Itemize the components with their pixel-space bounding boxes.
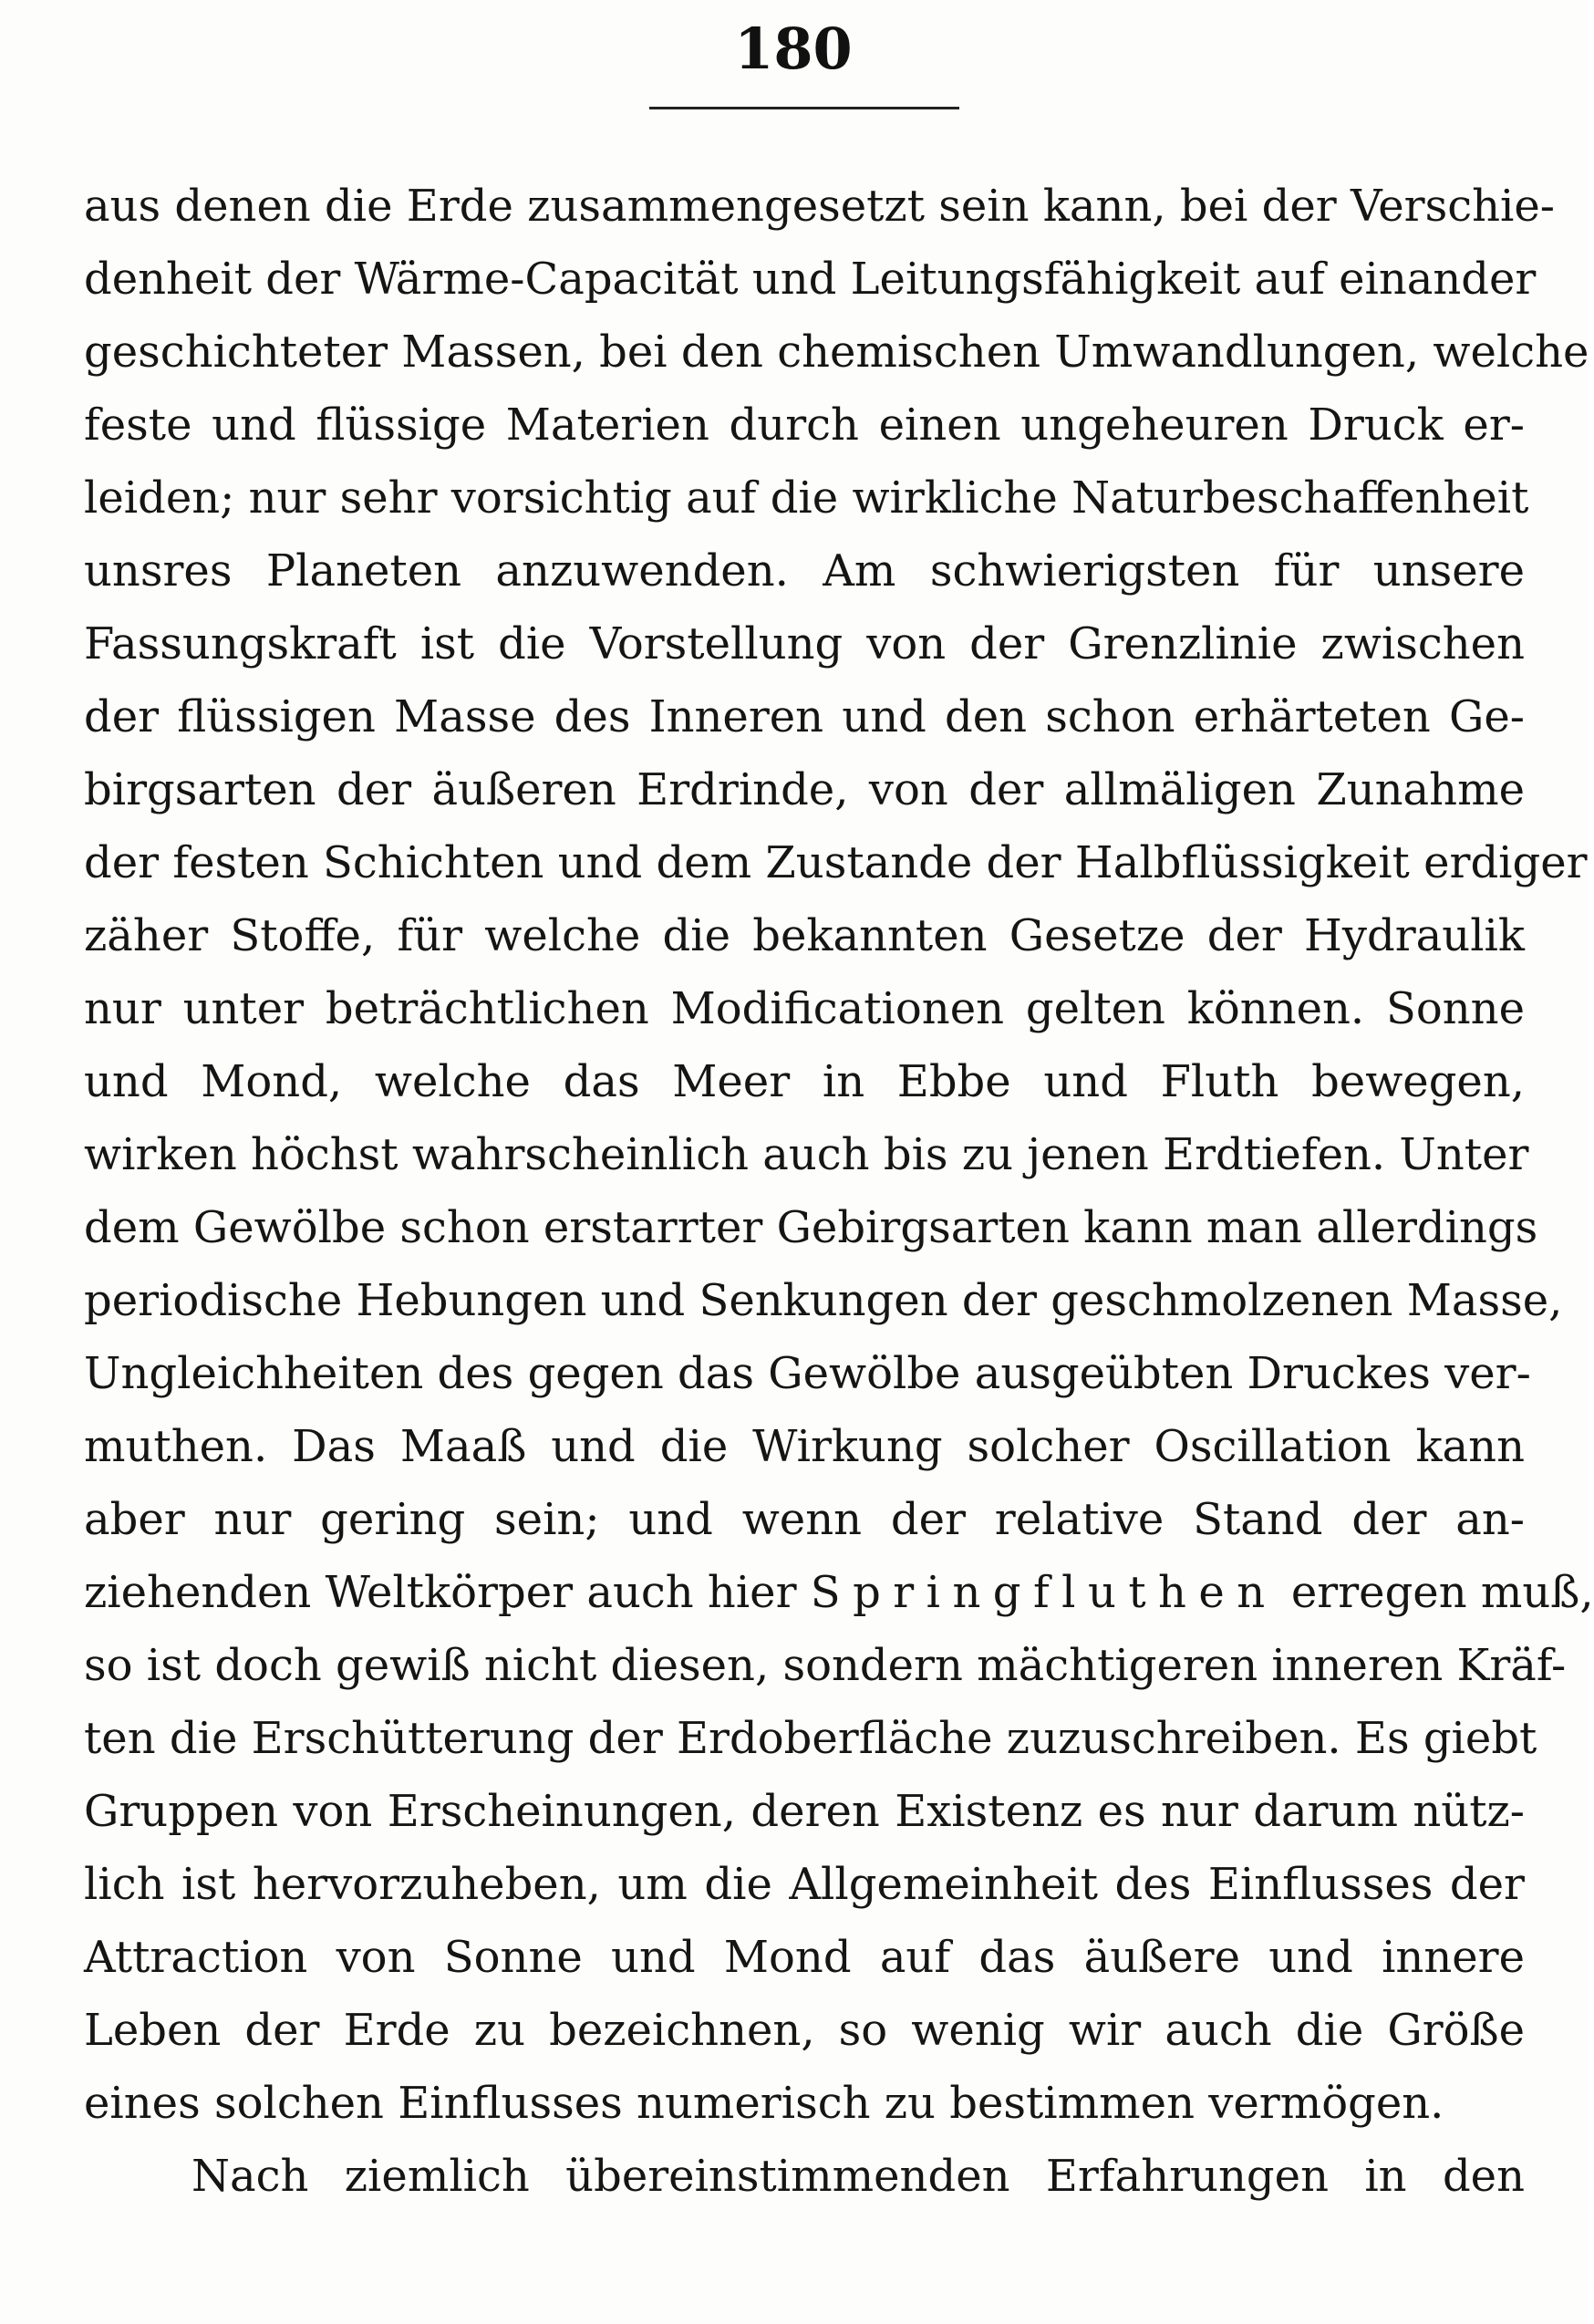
text-segment: erregen muß, — [1277, 1567, 1594, 1618]
text-line: unsres Planeten anzuwenden. Am schwierigsten für unsere — [84, 545, 1525, 597]
text-line-springfluthen — [84, 1556, 1594, 1629]
text-line: birgsarten der äußeren Erdrinde, von der allmäligen Zunahme — [84, 764, 1525, 815]
text-segment: ziehenden Weltkörper auch hier — [84, 1567, 811, 1618]
text-line: geschichteter Massen, bei den chemischen Umwandlungen, welche — [84, 327, 1589, 378]
text-line: Leben der Erde zu bezeichnen, so wenig wir auch die Größe — [84, 2005, 1525, 2056]
text-line: ten die Erschütterung der Erdoberfläche zuzuschreiben. Es giebt — [84, 1713, 1537, 1764]
text-line: Attraction von Sonne und Mond auf das äußere und innere — [84, 1932, 1525, 1983]
text-line: der festen Schichten und dem Zustande der Halbflüssigkeit erdiger — [84, 837, 1588, 888]
text-line: so ist doch gewiß nicht diesen, sondern mächtigeren inneren Kräf- — [84, 1640, 1567, 1691]
text-line: dem Gewölbe schon erstarrter Gebirgsarten kann man allerdings — [84, 1202, 1538, 1253]
text-line: lich ist hervorzuheben, um die Allgemeinheit des Einflusses der — [84, 1859, 1525, 1910]
text-line: aber nur gering sein; und wenn der relative Stand der an- — [84, 1494, 1525, 1545]
text-line: nur unter beträchtlichen Modificationen gelten können. Sonne — [84, 983, 1525, 1034]
text-line: Fassungskraft ist die Vorstellung von der Grenzlinie zwischen — [84, 618, 1525, 669]
text-line: zäher Stoffe, für welche die bekannten Gesetze der Hydraulik — [84, 910, 1525, 961]
body-text — [84, 170, 1594, 2213]
text-line: periodische Hebungen und Senkungen der geschmolzenen Masse, — [84, 1275, 1563, 1326]
text-line: wirken höchst wahrscheinlich auch bis zu jenen Erdtiefen. Unter — [84, 1129, 1529, 1180]
spaced-word: Springfluthen — [810, 1567, 1278, 1618]
text-line: leiden; nur sehr vorsichtig auf die wirkliche Naturbeschaffenheit — [84, 472, 1529, 524]
text-line: Ungleichheiten des gegen das Gewölbe ausgeübten Druckes ver- — [84, 1348, 1531, 1399]
text-line: denheit der Wärme-Capacität und Leitungsfähigkeit auf einander — [84, 254, 1537, 305]
page-number: 180 — [734, 16, 853, 82]
paragraph-start-line: Nach ziemlich übereinstimmenden Erfahrungen in den — [191, 2151, 1525, 2202]
text-line: und Mond, welche das Meer in Ebbe und Fluth bewegen, — [84, 1056, 1525, 1107]
text-line: muthen. Das Maaß und die Wirkung solcher Oscillation kann — [84, 1421, 1525, 1472]
text-line: aus denen die Erde zusammengesetzt sein kann, bei der Verschie- — [84, 181, 1555, 232]
text-line: feste und flüssige Materien durch einen ungeheuren Druck er- — [84, 399, 1525, 451]
header-rule — [649, 107, 959, 109]
text-line: der flüssigen Masse des Inneren und den schon erhärteten Ge- — [84, 691, 1525, 742]
text-line: Gruppen von Erscheinungen, deren Existenz es nur darum nütz- — [84, 1786, 1525, 1837]
text-line: eines solchen Einflusses numerisch zu bestimmen vermögen. — [84, 2078, 1444, 2129]
